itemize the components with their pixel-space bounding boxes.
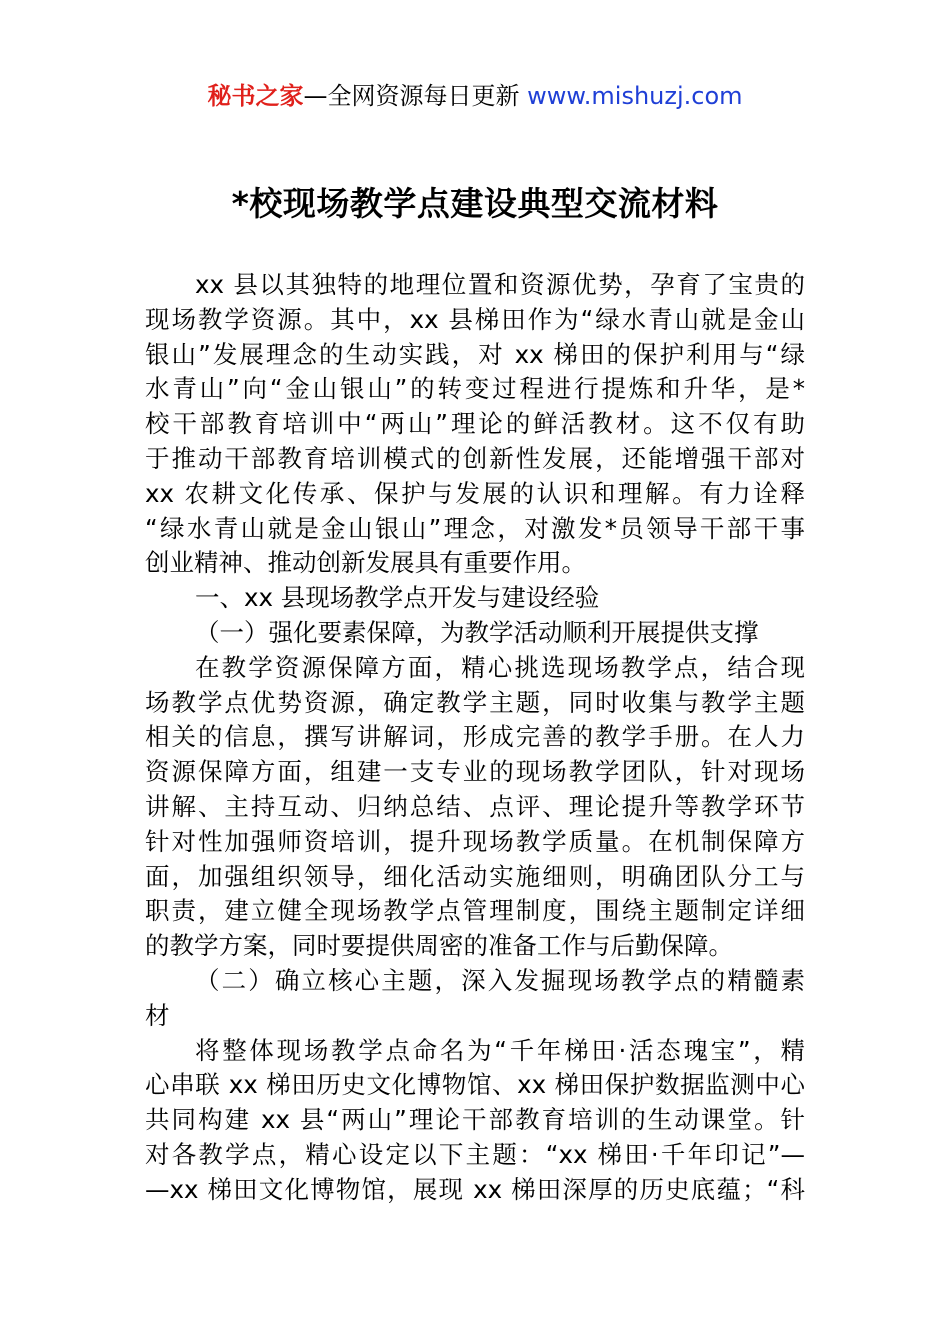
body-line: 于推动干部教育培训模式的创新性发展，还能增强干部对 <box>145 443 805 473</box>
body-line: 场教学点优势资源，确定教学主题，同时收集与教学主题 <box>145 687 805 717</box>
body-line: 心串联 xx 梯田历史文化博物馆、xx 梯田保护数据监测中心 <box>145 1070 805 1100</box>
subsection-heading: （二）确立核心主题，深入发掘现场教学点的精髓素 <box>195 965 805 995</box>
body-line: 针对性加强师资培训，提升现场教学质量。在机制保障方 <box>145 826 805 856</box>
body-line: 将整体现场教学点命名为“千年梯田·活态瑰宝”，精 <box>195 1035 805 1065</box>
body-line: 讲解、主持互动、归纳总结、点评、理论提升等教学环节 <box>145 791 805 821</box>
body-line: 资源保障方面，组建一支专业的现场教学团队，针对现场 <box>145 757 805 787</box>
body-line: 现场教学资源。其中，xx 县梯田作为“绿水青山就是金山 <box>145 304 805 334</box>
website-url: www.mishuzj.com <box>527 82 743 110</box>
body-line: 对各教学点，精心设定以下主题：“xx 梯田·千年印记”— <box>145 1139 805 1169</box>
body-line: 面，加强组织领导，细化活动实施细则，明确团队分工与 <box>145 861 805 891</box>
document-body <box>145 268 805 1208</box>
body-line: 在教学资源保障方面，精心挑选现场教学点，结合现 <box>195 652 805 682</box>
subsection-heading-continued: 材 <box>145 1000 170 1030</box>
header-slogan: —全网资源每日更新 <box>303 82 528 110</box>
body-line: —xx 梯田文化博物馆，展现 xx 梯田深厚的历史底蕴；“科 <box>145 1174 805 1204</box>
document-title: *校现场教学点建设典型交流材料 <box>231 184 719 223</box>
body-line: 校干部教育培训中“两山”理论的鲜活教材。这不仅有助 <box>145 409 805 439</box>
body-line: 职责，建立健全现场教学点管理制度，围绕主题制定详细 <box>145 896 805 926</box>
brand-name: 秘书之家 <box>207 82 304 110</box>
body-line: “绿水青山就是金山银山”理念，对激发*员领导干部干事 <box>145 513 805 543</box>
body-line: 共同构建 xx 县“两山”理论干部教育培训的生动课堂。针 <box>145 1105 805 1135</box>
section-heading: 一、xx 县现场教学点开发与建设经验 <box>195 583 600 613</box>
body-line: 银山”发展理念的生动实践，对 xx 梯田的保护利用与“绿 <box>145 339 805 369</box>
site-header <box>0 78 950 114</box>
body-line: 水青山”向“金山银山”的转变过程进行提炼和升华，是* <box>145 374 805 404</box>
body-line: xx 县以其独特的地理位置和资源优势，孕育了宝贵的 <box>195 270 805 299</box>
body-line: xx 农耕文化传承、保护与发展的认识和理解。有力诠释 <box>145 478 805 508</box>
body-line: 创业精神、推动创新发展具有重要作用。 <box>145 548 586 578</box>
body-line: 的教学方案，同时要提供周密的准备工作与后勤保障。 <box>145 931 733 961</box>
body-line: 相关的信息，撰写讲解词，形成完善的教学手册。在人力 <box>145 722 805 752</box>
subsection-heading: （一）强化要素保障，为教学活动顺利开展提供支撑 <box>195 617 759 647</box>
